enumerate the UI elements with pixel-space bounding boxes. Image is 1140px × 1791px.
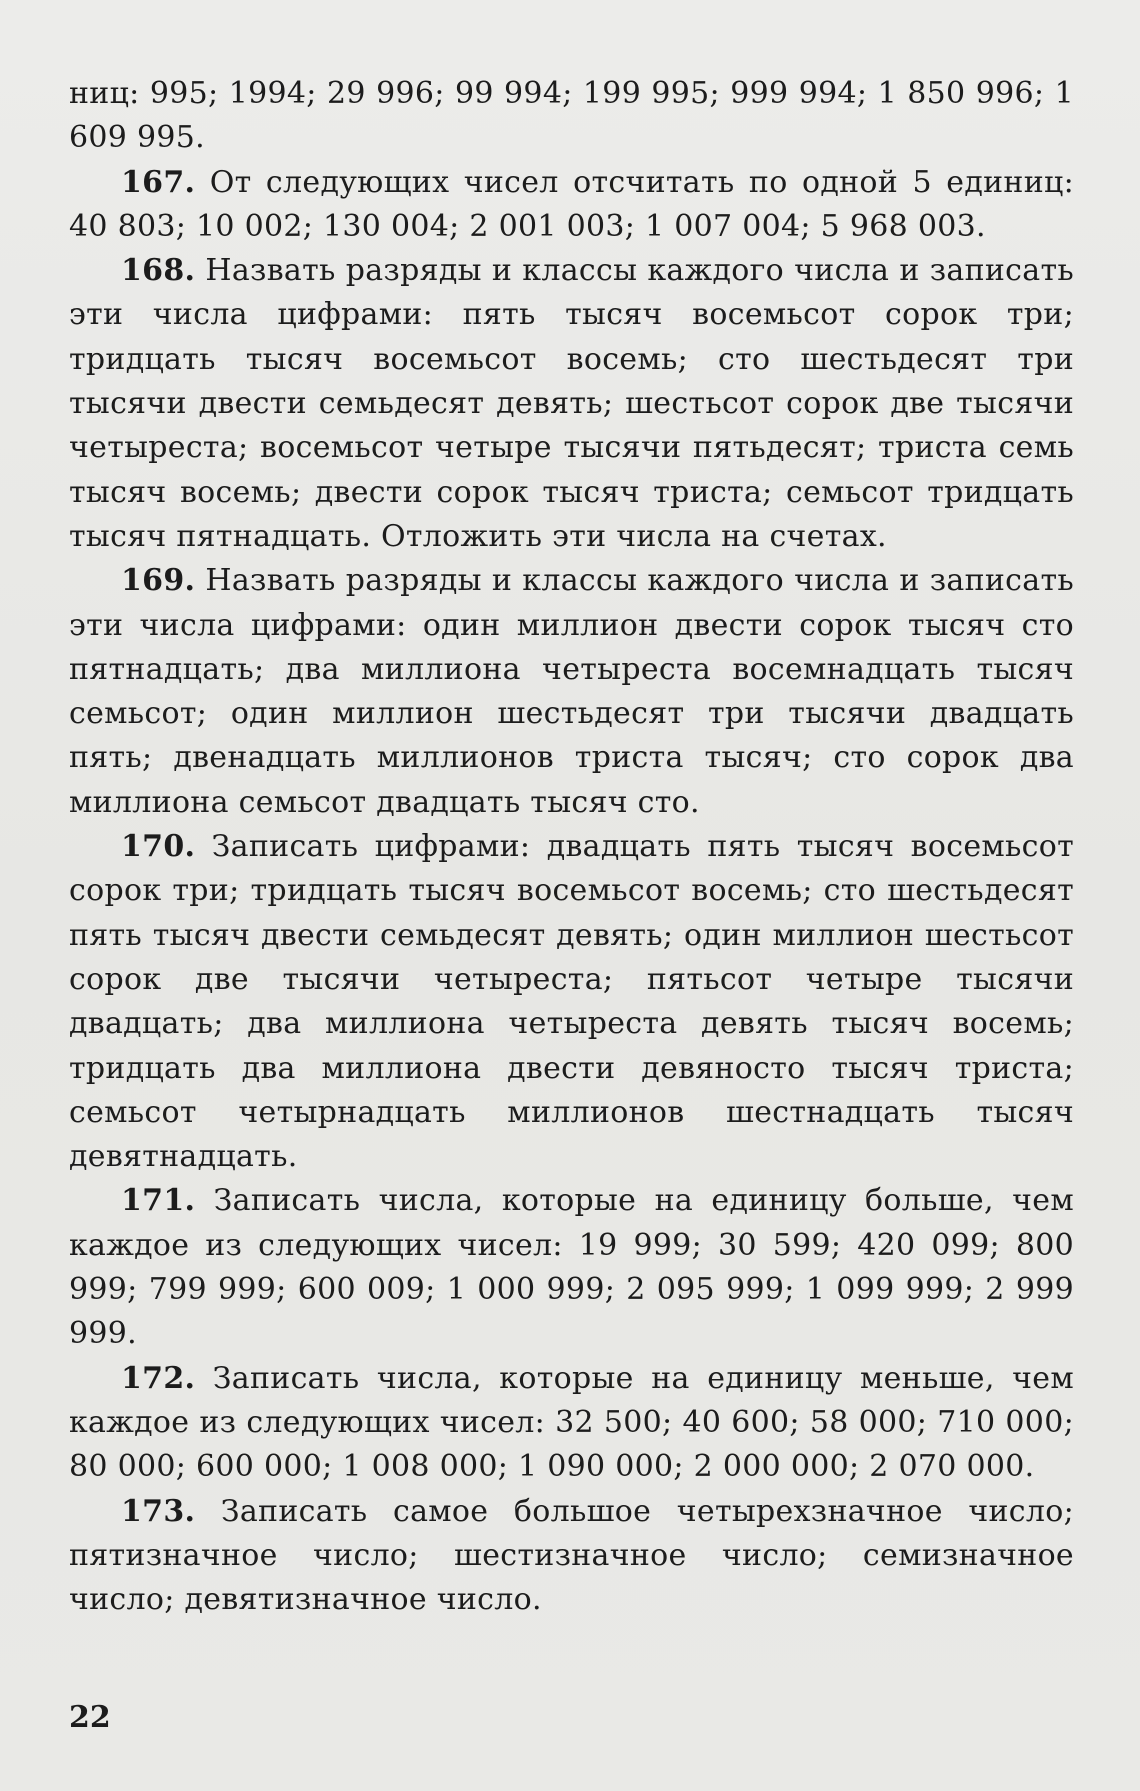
problem-168 (69, 249, 1074, 559)
problem-172 (69, 1357, 1074, 1490)
continued-paragraph: ниц: 995; 1994; 29 996; 99 994; 199 995; 999 994; 1 850 996; 1 609 995. (69, 76, 1074, 156)
problem-169 (69, 559, 1074, 825)
problem-text: От следующих чисел отсчитать по одной 5 единиц: 40 803; 10 002; 130 004; 2 001 003; 1 007 004; 5 968 003. (69, 164, 1075, 244)
problem-text: Назвать разряды и классы каждого числа и записать эти числа цифрами: пять тысяч восемьсот сорок три; тридцать тысяч восемьсот восемь; сто шестьдесят три тысячи двести семьдесят девять; шестьсот сорок две тысячи четыреста; восемьсот четыре тысячи пятьдесят; триста семь тысяч восемь; двести сорок тысяч триста; семьсот тридцать тысяч пятнадцать. Отложить эти числа на счетах. (69, 253, 1074, 554)
problem-text: Записать числа, которые на единицу больше, чем каждое из следующих чисел: 19 999; 30 599; 420 099; 800 999; 799 999; 600 009; 1 000 999; 2 095 999; 1 099 999; 2 999 999. (69, 1183, 1074, 1352)
problem-173 (69, 1490, 1074, 1623)
problem-167 (69, 161, 1074, 250)
problem-170 (69, 825, 1074, 1179)
problem-number: 167. (121, 164, 196, 200)
problem-text: Записать самое большое четырехзначное число; пятизначное число; шестизначное число; семизначное число; девятизначное число. (69, 1493, 1074, 1618)
problem-number: 170. (121, 829, 196, 865)
problem-171 (69, 1179, 1074, 1356)
problem-number: 171. (121, 1183, 196, 1219)
problem-text: Записать цифрами: двадцать пять тысяч восемьсот сорок три; тридцать тысяч восемьсот восемь; сто шестьдесят пять тысяч двести семьдесят девять; один миллион шестьсот сорок две тысячи четыреста; пятьсот четыре тысячи двадцать; два миллиона четыреста девять тысяч восемь; тридцать два миллиона двести девяносто тысяч триста; семьсот четырнадцать миллионов шестнадцать тысяч девятнадцать. (69, 829, 1075, 1175)
problem-text: Записать числа, которые на единицу меньше, чем каждое из следующих чисел: 32 500; 40 600; 58 000; 710 000; 80 000; 600 000; 1 008 000; 1 090 000; 2 000 000; 2 070 000. (69, 1360, 1074, 1485)
page-number: 22 (69, 1700, 111, 1735)
problem-number: 169. (121, 563, 196, 599)
problem-text: Назвать разряды и классы каждого числа и записать эти числа цифрами: один миллион двести сорок тысяч сто пятнадцать; два миллиона четыреста восемнадцать тысяч семьсот; один миллион шестьдесят три тысячи двадцать пять; двенадцать миллионов триста тысяч; сто сорок два миллиона семьсот двадцать тысяч сто. (69, 563, 1074, 820)
problem-number: 172. (121, 1360, 196, 1396)
problem-number: 168. (121, 253, 196, 289)
problem-number: 173. (121, 1493, 196, 1529)
page-text (69, 72, 1074, 1622)
